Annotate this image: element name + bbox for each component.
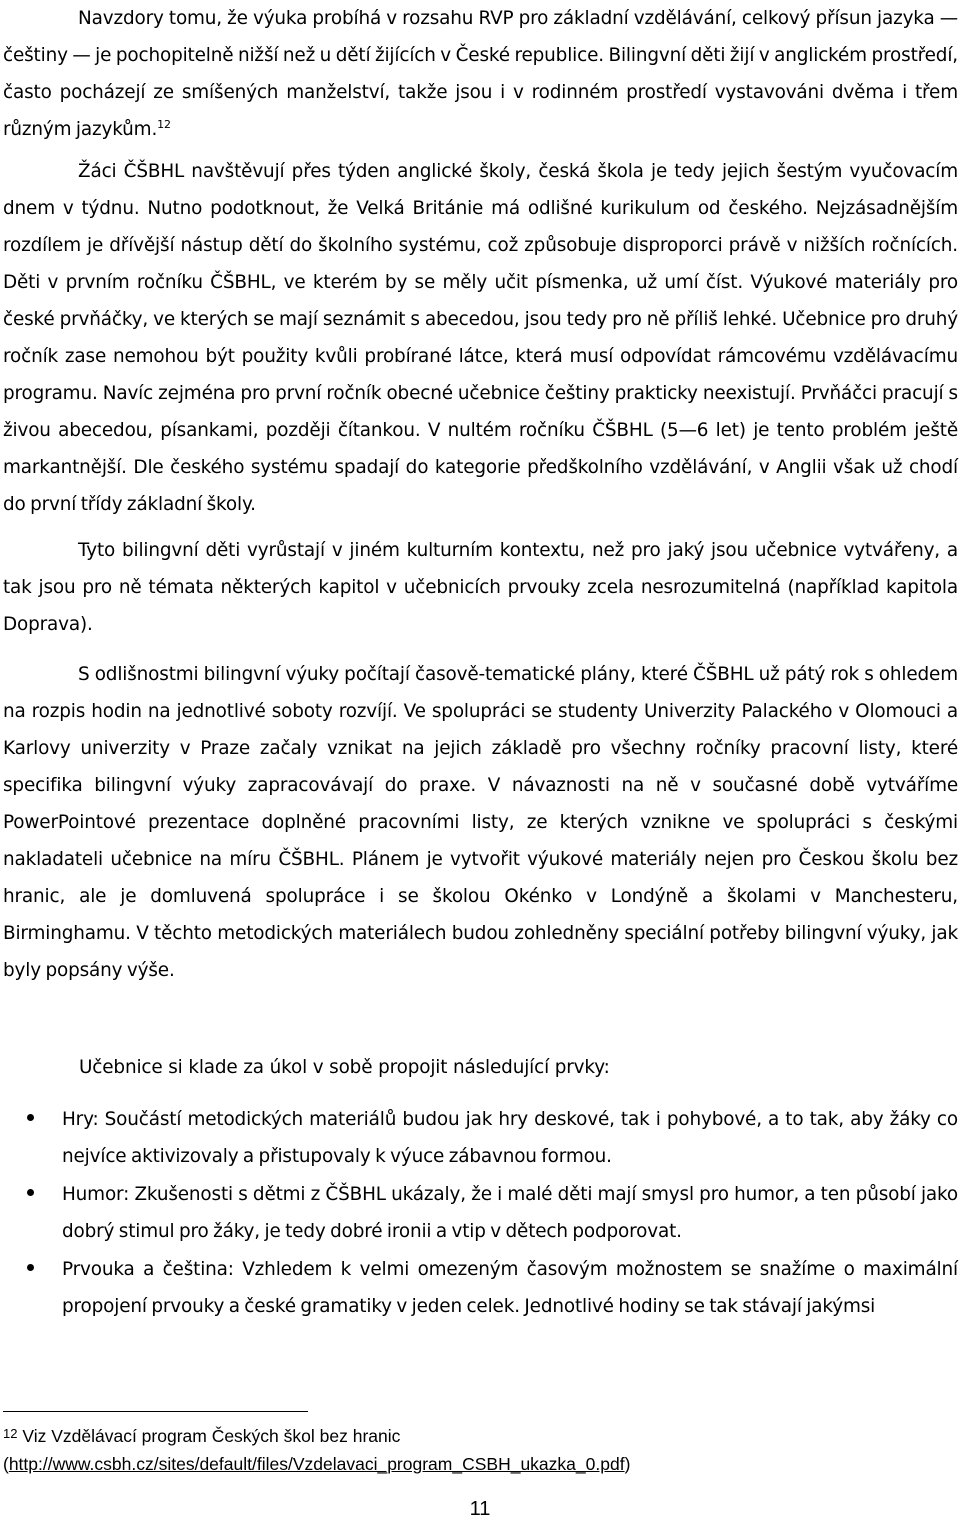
list-item xyxy=(3,1251,958,1325)
footnote-divider xyxy=(3,1411,308,1412)
bullet-icon xyxy=(27,1114,34,1121)
page-number: 11 xyxy=(469,1498,491,1520)
paragraph-bilingual-intro xyxy=(3,0,958,148)
bullet-icon xyxy=(27,1189,34,1196)
footnote-number: 12 xyxy=(3,1426,18,1441)
list-item xyxy=(3,1101,958,1175)
footnote-reference[interactable]: 12 xyxy=(157,117,171,131)
paragraph-thematic-plans: S odlišnostmi bilingvní výuky počítají časově-tematické plány, které ČŠBHL už pátý rok s ohledem na rozpis hodin na jednotlivé soboty rozvíjí. Ve spolupráci se studenty Univerzity Palackého v Olomouci a Karlovy univerzity v Praze začaly vznikat na jejich základě pro všechny ročníky pracovní listy, které specifika bilingvní výuky zapracovávají do praxe. V návaznosti na ně v současné době vytváříme PowerPointové prezentace doplněné pracovními listy, ze kterých vznikne ve spolupráci s českými nakladateli učebnice na míru ČŠBHL. Plánem je vytvořit výukové materiály nejen pro Českou školu bez hranic, ale je domluvená spolupráce i se školou Okénko v Londýně a školami v Manchesteru, Birminghamu. V těchto metodických materiálech budou zohledněny speciální potřeby bilingvní výuky, jak byly popsány výše. xyxy=(3,664,958,981)
list-item-text: Hry: Součástí metodických materiálů budou jak hry deskové, tak i pohybové, a to tak, aby žáky co nejvíce aktivizovaly a přistupovaly k výuce zábavnou formou. xyxy=(62,1109,958,1167)
footnote-text: Viz Vzdělávací program Českých škol bez hranic xyxy=(22,1426,401,1446)
list-item-text: Prvouka a čeština: Vzhledem k velmi omezeným časovým možnostem se snažíme o maximální propojení prvouky a české gramatiky v jeden celek. Jednotlivé hodiny se tak stávají jakýmsi xyxy=(62,1259,958,1317)
list-item-text: Humor: Zkušenosti s dětmi z ČŠBHL ukázaly, že i malé děti mají smysl pro humor, a ten působí jako dobrý stimul pro žáky, je tedy dobré ironii a vtip v dětech podporovat. xyxy=(62,1184,958,1242)
list-item xyxy=(3,1176,958,1250)
paragraph-cultural-context: Tyto bilingvní děti vyrůstají v jiném kulturním kontextu, než pro jaký jsou učebnice vytvářeny, a tak jsou pro ně témata některých kapitol v učebnicích prvouky zcela nesrozumitelná (například kapitola Doprava). xyxy=(3,540,958,635)
bullet-icon xyxy=(27,1264,34,1271)
list-intro: Učebnice si klade za úkol v sobě propojit následující prvky: xyxy=(79,1057,610,1078)
footnote-close-paren: ) xyxy=(624,1454,631,1474)
paragraph-text: Navzdory tomu, že výuka probíhá v rozsahu RVP pro základní vzdělávání, celkový přísun jazyka — češtiny — je pochopitelně nižší než u dětí žijících v České republice. Bilingvní děti žijí v anglickém prostředí, často pocházejí ze smíšených manželství, takže jsou i v rodinném prostředí vystavováni dvěma i třem různým jazykům. xyxy=(3,8,958,140)
footnote-open-paren: ( xyxy=(3,1454,9,1474)
footnote-link[interactable]: http://www.csbh.cz/sites/default/files/Vzdelavaci_program_CSBH_ukazka_0.pdf xyxy=(8,1454,625,1474)
footnote xyxy=(3,1422,943,1478)
paragraph-school-schedule: Žáci ČŠBHL navštěvují přes týden anglické školy, česká škola je tedy jejich šestým vyučovacím dnem v týdnu. Nutno podotknout, že Velká Británie má odlišné kurikulum od českého. Nejzásadnějším rozdílem je dřívější nástup dětí do školního systému, což způsobuje disproporci právě v nižších ročnících. Děti v prvním ročníku ČŠBHL, ve kterém by se měly učit písmenka, už umí číst. Výukové materiály pro české prvňáčky, ve kterých se mají seznámit s abecedou, jsou tedy pro ně příliš lehké. Učebnice pro druhý ročník zase nemohou být použity kvůli probírané látce, která musí odpovídat rámcovému vzdělávacímu programu. Navíc zejména pro první ročník obecné učebnice češtiny prakticky neexistují. Prvňáčci pracují s živou abecedou, písankami, později čítankou. V nultém ročníku ČŠBHL (5—6 let) je tento problém ještě markantnější. Dle českého systému spadají do kategorie předškolního vzdělávání, v Anglii však už chodí do první třídy základní školy. xyxy=(3,161,958,515)
